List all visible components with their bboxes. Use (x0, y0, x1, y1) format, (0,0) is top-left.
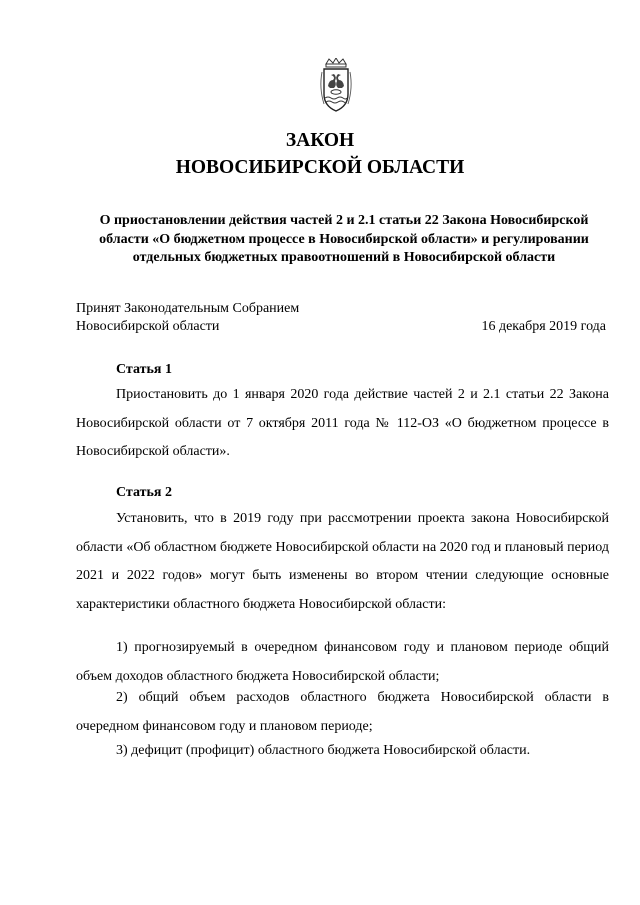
novosibirsk-coat-of-arms-icon (316, 58, 356, 114)
law-subject: О приостановлении действия частей 2 и 2.1 статьи 22 Закона Новосибирской области «О бюджетном процессе в Новосибирской области» и регулировании отдельных бюджетных правоотношений в Новосибирской области (99, 213, 589, 265)
article-2-item-1: 1) прогнозируемый в очередном финансовом году и плановом периоде общий объем доходов областного бюджета Новосибирской области; (76, 640, 609, 684)
article-2-heading: Статья 2 (116, 485, 172, 500)
adopted-by-line1: Принят Законодательным Собранием (76, 301, 300, 316)
article-2-item-3: 3) дефицит (профицит) областного бюджета Новосибирской области. (116, 743, 531, 758)
law-title: ЗАКОН (285, 130, 355, 151)
article-1-heading: Статья 1 (116, 362, 172, 377)
law-region-title: НОВОСИБИРСКОЙ ОБЛАСТИ (175, 157, 465, 178)
article-1-paragraph: Приостановить до 1 января 2020 года действие частей 2 и 2.1 статьи 22 Закона Новосибирской области от 7 октября 2011 года № 112-ОЗ «О бюджетном процессе в Новосибирской области». (76, 387, 609, 459)
adopted-by-line2: Новосибирской области (76, 319, 220, 334)
adoption-date: 16 декабря 2019 года (481, 319, 606, 334)
article-2-item-2: 2) общий объем расходов областного бюджета Новосибирской области в очередном финансовом году и плановом периоде; (76, 690, 609, 734)
article-2-paragraph: Установить, что в 2019 году при рассмотрении проекта закона Новосибирской области «Об областном бюджете Новосибирской области на 2020 год и плановый период 2021 и 2022 годов» могут быть изменены во втором чтении следующие основные характеристики областного бюджета Новосибирской области: (76, 511, 609, 612)
